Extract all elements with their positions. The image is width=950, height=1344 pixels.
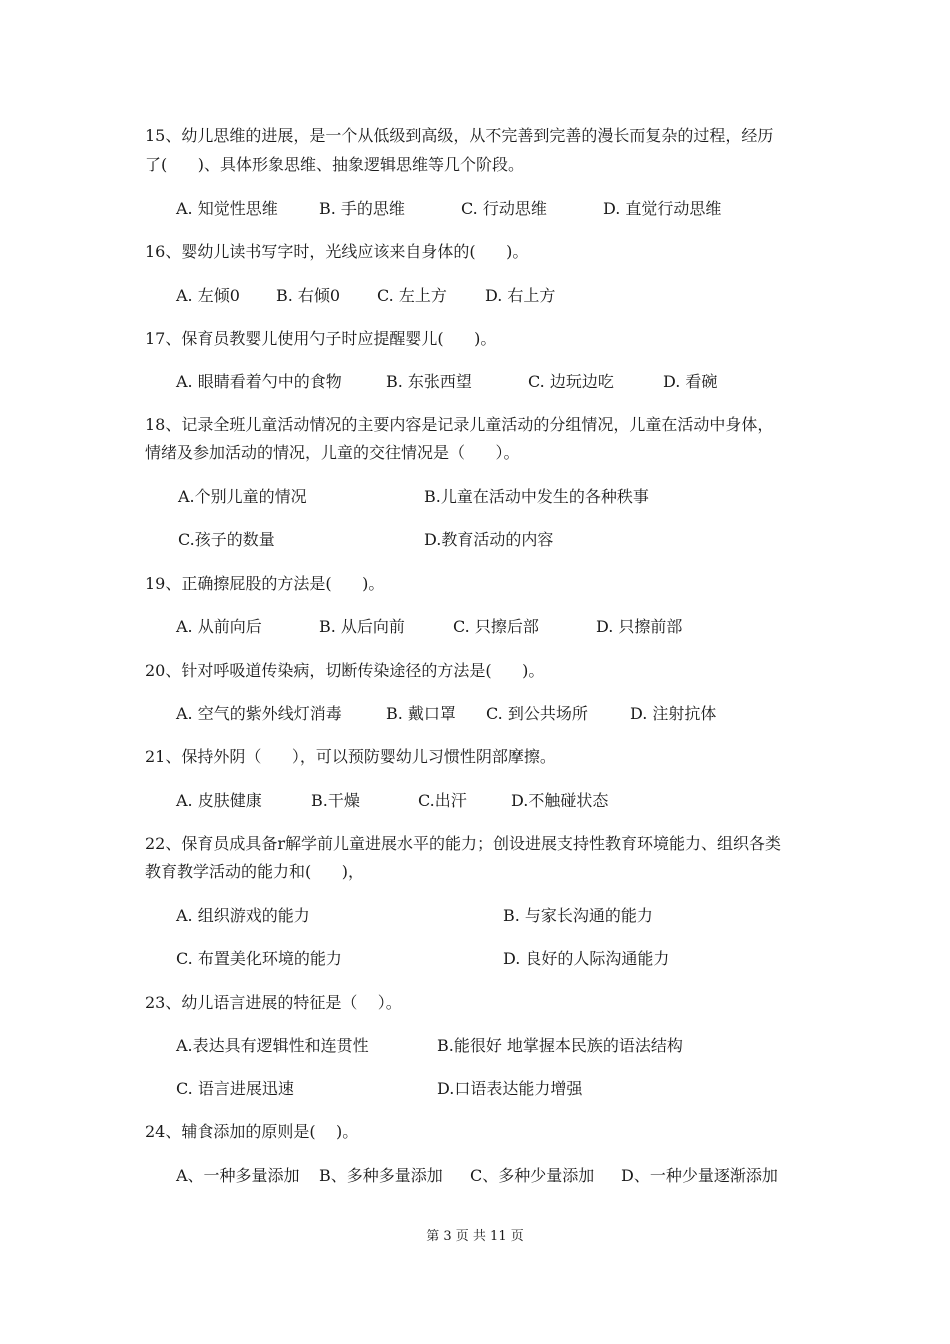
question-22-text-line-2: 教育教学活动的能力和( )，: [145, 862, 365, 881]
question-23-option-a: A.表达具有逻辑性和连贯性: [176, 1036, 369, 1055]
question-20-option-d: D. 注射抗体: [630, 704, 717, 723]
question-18-option-d: D.教育活动的内容: [424, 530, 554, 549]
question-22-option-c: C. 布置美化环境的能力: [176, 949, 342, 968]
question-20-option-a: A. 空气的紫外线灯消毒: [176, 704, 342, 723]
question-21-option-b: B.干燥: [311, 791, 360, 810]
question-21-option-c: C.出汗: [418, 791, 467, 810]
question-18-option-c: C.孩子的数量: [178, 530, 275, 549]
question-17-option-c: C. 边玩边吃: [528, 372, 614, 391]
question-24-option-d: D、一种少量逐渐添加: [621, 1166, 778, 1185]
question-22-option-a: A. 组织游戏的能力: [176, 906, 310, 925]
question-16-option-d: D. 右上方: [485, 286, 556, 305]
question-16-option-a: A. 左倾0: [176, 286, 240, 305]
question-23-text: 23、幼儿语言进展的特征是（ ）。: [145, 993, 402, 1012]
question-15-option-c: C. 行动思维: [461, 199, 547, 218]
question-18-text-line-2: 情绪及参加活动的情况，儿童的交往情况是（ ）。: [145, 443, 520, 462]
question-15-text-line-2: 了( )、具体形象思维、抽象逻辑思维等几个阶段。: [145, 155, 525, 174]
question-21-option-d: D.不触碰状态: [511, 791, 609, 810]
page-number-footer: 第 3 页 共 11 页: [426, 1229, 524, 1244]
question-21-option-a: A. 皮肤健康: [176, 791, 262, 810]
question-23-option-c: C. 语言进展迅速: [176, 1079, 294, 1098]
question-22-option-d: D. 良好的人际沟通能力: [503, 949, 670, 968]
question-15-text-line-1: 15、幼儿思维的进展，是一个从低级到高级，从不完善到完善的漫长而复杂的过程，经历: [145, 126, 774, 145]
question-16-option-c: C. 左上方: [377, 286, 447, 305]
question-16-text: 16、婴幼儿读书写字时，光线应该来自身体的( )。: [145, 242, 529, 261]
question-24-option-c: C、多种少量添加: [470, 1166, 595, 1185]
question-19-option-c: C. 只擦后部: [453, 617, 539, 636]
question-20-option-b: B. 戴口罩: [386, 704, 456, 723]
question-16-option-b: B. 右倾0: [276, 286, 341, 305]
question-15-option-d: D. 直觉行动思维: [603, 199, 722, 218]
question-18-text-line-1: 18、记录全班儿童活动情况的主要内容是记录儿童活动的分组情况，儿童在活动中身体，: [145, 415, 774, 434]
question-24-option-b: B、多种多量添加: [319, 1166, 443, 1185]
question-19-option-a: A. 从前向后: [176, 617, 262, 636]
question-23-option-b: B.能很好 地掌握本民族的语法结构: [437, 1036, 683, 1055]
question-15-option-a: A. 知觉性思维: [176, 199, 278, 218]
question-17-option-b: B. 东张西望: [386, 372, 472, 391]
question-17-option-d: D. 看碗: [663, 372, 718, 391]
question-18-option-b: B.儿童在活动中发生的各种秩事: [424, 487, 649, 506]
question-19-text: 19、正确擦屁股的方法是( )。: [145, 574, 385, 593]
question-21-text: 21、保持外阴（ ），可以预防婴幼儿习惯性阴部摩擦。: [145, 747, 556, 766]
question-19-option-d: D. 只擦前部: [596, 617, 683, 636]
question-19-option-b: B. 从后向前: [319, 617, 405, 636]
question-22-option-b: B. 与家长沟通的能力: [503, 906, 653, 925]
question-20-option-c: C. 到公共场所: [486, 704, 588, 723]
question-17-text: 17、保育员教婴儿使用勺子时应提醒婴儿( )。: [145, 329, 497, 348]
question-18-option-a: A.个别儿童的情况: [178, 487, 307, 506]
question-23-option-d: D.口语表达能力增强: [437, 1079, 583, 1098]
question-20-text: 20、针对呼吸道传染病，切断传染途径的方法是( )。: [145, 661, 545, 680]
question-24-text: 24、辅食添加的原则是( )。: [145, 1122, 359, 1141]
question-17-option-a: A. 眼睛看着勺中的食物: [176, 372, 342, 391]
question-22-text-line-1: 22、保育员成具备r解学前儿童进展水平的能力；创设进展支持性教育环境能力、组织各类: [145, 834, 782, 853]
question-24-option-a: A、一种多量添加: [176, 1166, 300, 1185]
question-15-option-b: B. 手的思维: [319, 199, 405, 218]
